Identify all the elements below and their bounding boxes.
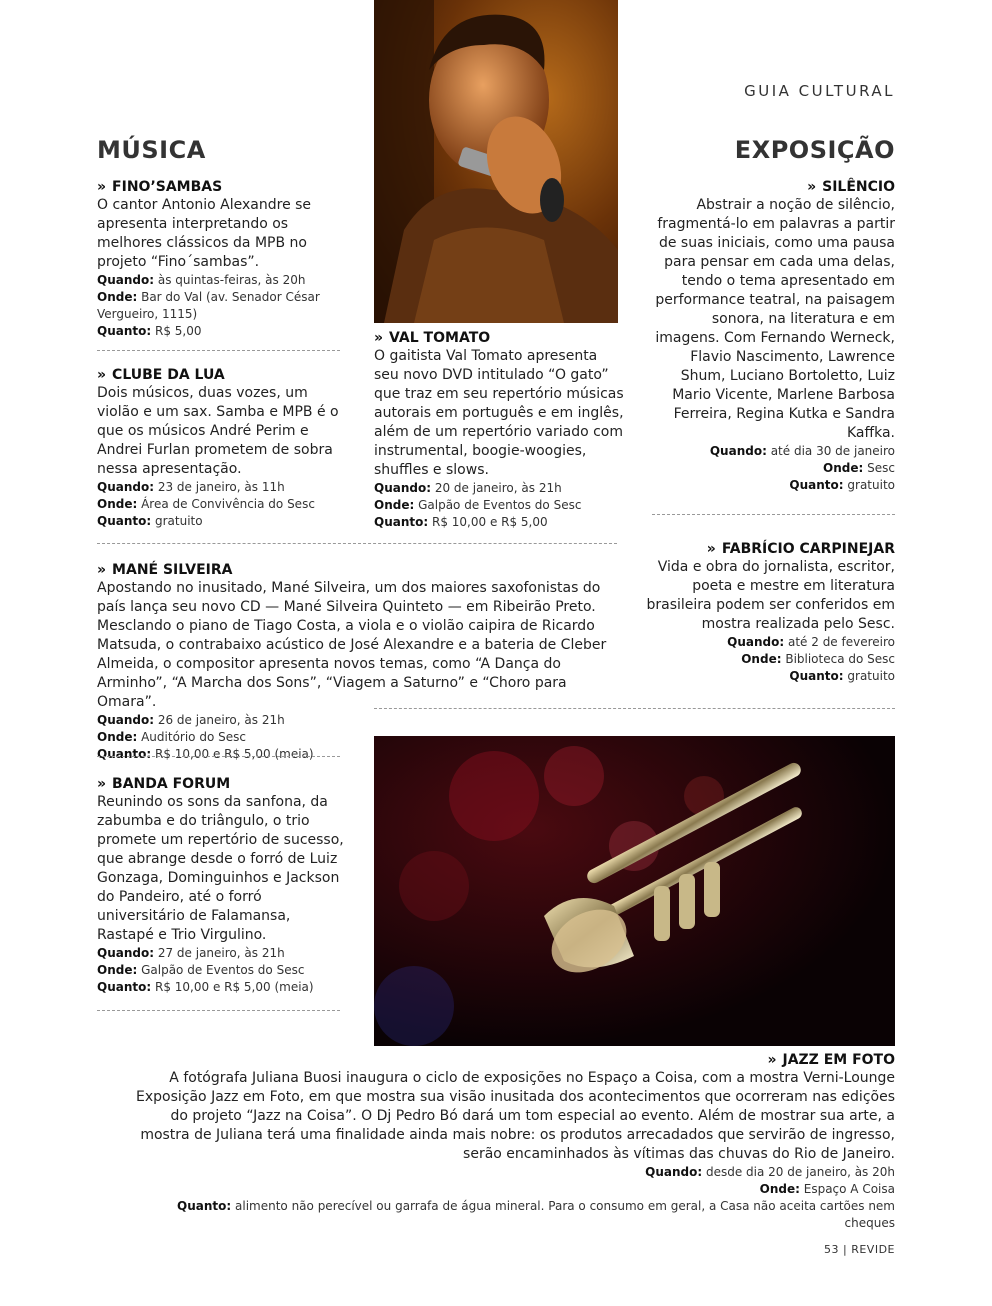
- section-title-exposicao: EXPOSIÇÃO: [734, 136, 895, 164]
- chevron-icon: »: [97, 776, 107, 792]
- divider: [97, 350, 340, 351]
- event-title: » VAL TOMATO: [374, 330, 491, 346]
- event-price: Quanto: R$ 5,00: [97, 324, 202, 338]
- chevron-icon: »: [807, 179, 817, 195]
- event-description: O gaitista Val Tomato apresenta seu novo DVD intitulado “O gato” que traz em seu repertório músicas autorais em português e em inglês, além de um repertório variado com instrumental, boogie-woogies, shuffles e slows.: [374, 348, 624, 478]
- trumpet-illustration: [374, 736, 895, 1046]
- event-when: Quando: até dia 30 de janeiro: [709, 444, 895, 458]
- event-when: Quando: 27 de janeiro, às 21h: [97, 946, 285, 960]
- chevron-icon: »: [97, 367, 107, 383]
- divider: [97, 1010, 340, 1011]
- event-clube-da-lua: [97, 366, 347, 530]
- footer-divider: |: [842, 1243, 848, 1256]
- event-title: » CLUBE DA LUA: [97, 367, 225, 383]
- event-where: Onde: Sesc: [823, 461, 895, 475]
- event-description: Apostando no inusitado, Mané Silveira, um dos maiores saxofonistas do país lança seu novo CD — Mané Silveira Quinteto — em Ribeirão Preto. Mesclando o piano de Tiago Costa, a viola e o violão caipira de Ricardo Matsuda, o contrabaixo acústico de José Alexandre e a bateria de Cleber Almeida, o compositor apresenta novos temas, como “A Dança do Arminho”, “A Marcha dos Sons”, “Viagem a Saturno” e “Choro para Omara”.: [97, 580, 607, 710]
- guia-cultural-label: GUIA CULTURAL: [744, 82, 895, 100]
- chevron-icon: »: [374, 330, 384, 346]
- event-description: A fotógrafa Juliana Buosi inaugura o ciclo de exposições no Espaço a Coisa, com a mostra Verni-Lounge Exposição Jazz em Foto, em que mostra sua visão inusitada dos acontecimentos que ocorreram nas edições do projeto “Jazz na Coisa”. O Dj Pedro Bó dará um tom especial ao evento. Além de mostrar sua arte, a mostra de Juliana terá uma finalidade ainda mais nobre: os produtos arrecadados que servirão de ingresso, serão encaminhados às vítimas das chuvas do Rio de Janeiro.: [136, 1070, 895, 1162]
- event-when: Quando: até 2 de fevereiro: [727, 635, 895, 649]
- event-description: Abstrair a noção de silêncio, fragmentá-lo em palavras a partir de suas iniciais, como uma pausa para pensar em cada uma delas, tendo o tema apresentado em performance teatral, na paisagem sonora, na literatura e em imagens. Com Fernando Werneck, Flavio Nascimento, Lawrence Shum, Luciano Bortoletto, Luiz Mario Vicente, Marlene Barbosa Ferreira, Regina Kutka e Sandra Kaffka.: [655, 197, 895, 441]
- chevron-icon: »: [706, 541, 716, 557]
- event-banda-forum: [97, 775, 347, 996]
- event-where: Onde: Galpão de Eventos do Sesc: [374, 498, 582, 512]
- divider: [652, 514, 895, 515]
- event-price: Quanto: gratuito: [789, 478, 895, 492]
- magazine-name: REVIDE: [851, 1243, 895, 1256]
- event-where: Onde: Biblioteca do Sesc: [741, 652, 895, 666]
- event-when: Quando: desde dia 20 de janeiro, às 20h: [645, 1165, 895, 1179]
- event-title: » SILÊNCIO: [807, 179, 895, 195]
- divider: [97, 756, 340, 757]
- event-title: » JAZZ EM FOTO: [767, 1052, 895, 1068]
- event-where: Onde: Espaço A Coisa: [759, 1182, 895, 1196]
- event-title: » FABRÍCIO CARPINEJAR: [706, 541, 895, 557]
- event-title: » MANÉ SILVEIRA: [97, 562, 233, 578]
- event-description: Reunindo os sons da sanfona, da zabumba e do triângulo, o trio promete um repertório de sucesso, que abrange desde o forró de Luiz Gonzaga, Dominguinhos e Jackson do Pandeiro, até o forró universitário de Falamansa, Rastapé e Trio Virgulino.: [97, 794, 344, 943]
- event-price: Quanto: gratuito: [97, 514, 203, 528]
- event-where: Onde: Auditório do Sesc: [97, 730, 246, 744]
- photo-jazz-em-foto: [374, 736, 895, 1046]
- event-when: Quando: às quintas-feiras, às 20h: [97, 273, 306, 287]
- event-where: Onde: Galpão de Eventos do Sesc: [97, 963, 305, 977]
- divider: [97, 543, 617, 544]
- event-description: Vida e obra do jornalista, escritor, poeta e mestre em literatura brasileira podem ser conferidos em mostra realizada pelo Sesc.: [646, 559, 895, 632]
- page-footer: [824, 1243, 895, 1256]
- event-where: Onde: Bar do Val (av. Senador César Vergueiro, 1115): [97, 290, 320, 321]
- event-price: Quanto: R$ 10,00 e R$ 5,00 (meia): [97, 747, 314, 761]
- event-description: Dois músicos, duas vozes, um violão e um sax. Samba e MPB é o que os músicos André Perim e Andrei Furlan prometem de sobra nessa apresentação.: [97, 385, 339, 477]
- photo-val-tomato: [374, 0, 618, 323]
- section-title-musica: MÚSICA: [97, 136, 206, 164]
- event-price: Quanto: R$ 10,00 e R$ 5,00: [374, 515, 548, 529]
- event-when: Quando: 20 de janeiro, às 21h: [374, 481, 562, 495]
- event-silencio: [645, 178, 895, 494]
- event-jazz-em-foto: [125, 1051, 895, 1232]
- event-fabricio-carpinejar: [645, 540, 895, 685]
- chevron-icon: »: [97, 562, 107, 578]
- event-title: » FINO’SAMBAS: [97, 179, 223, 195]
- divider: [374, 708, 895, 709]
- chevron-icon: »: [767, 1052, 777, 1068]
- event-where: Onde: Área de Convivência do Sesc: [97, 497, 315, 511]
- harmonica-player-illustration: [374, 0, 618, 323]
- chevron-icon: »: [97, 179, 107, 195]
- event-description: O cantor Antonio Alexandre se apresenta interpretando os melhores clássicos da MPB no projeto “Fino´sambas”.: [97, 197, 312, 270]
- event-price: Quanto: gratuito: [789, 669, 895, 683]
- page-number: 53: [823, 1243, 839, 1256]
- event-fino-sambas: [97, 178, 347, 340]
- event-title: » BANDA FORUM: [97, 776, 231, 792]
- event-val-tomato: [374, 329, 624, 531]
- event-price: Quanto: R$ 10,00 e R$ 5,00 (meia): [97, 980, 314, 994]
- event-when: Quando: 26 de janeiro, às 21h: [97, 713, 285, 727]
- event-mane-silveira: [97, 561, 617, 763]
- event-when: Quando: 23 de janeiro, às 11h: [97, 480, 285, 494]
- event-price: Quanto: alimento não perecível ou garrafa de água mineral. Para o consumo em geral, a Casa não aceita cartões nem cheques: [177, 1199, 895, 1230]
